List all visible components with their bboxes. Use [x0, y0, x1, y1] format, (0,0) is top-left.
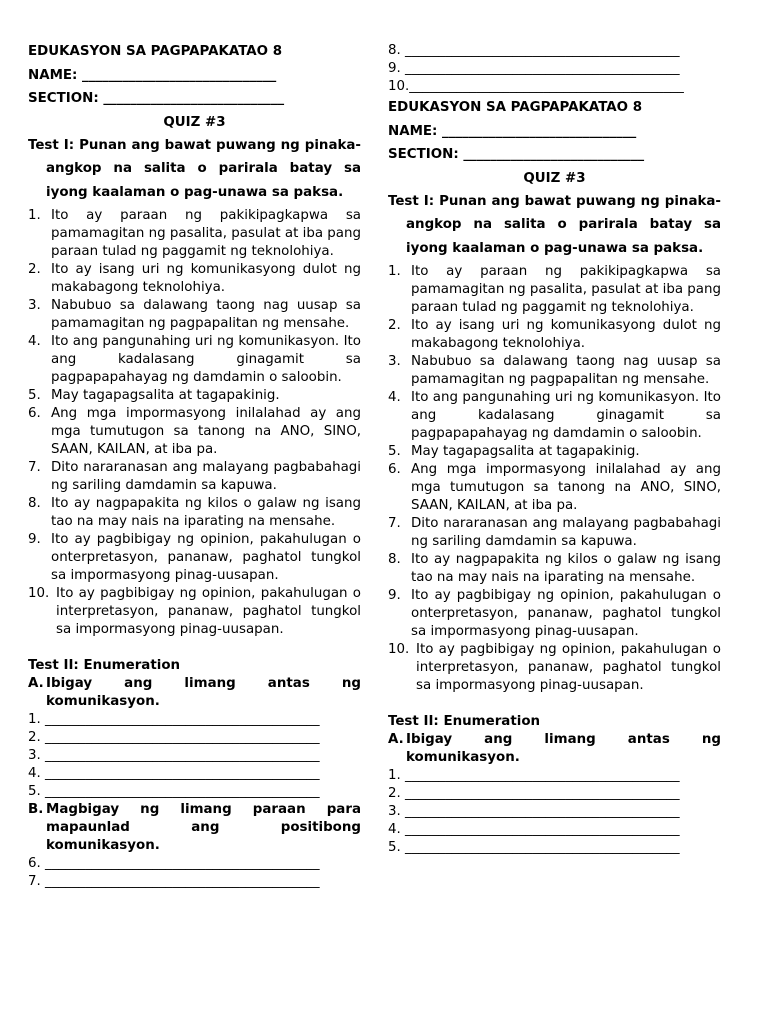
test1-item: 10. Ito ay pagbibigay ng opinion, pakahulugan o interpretasyon, pananaw, paghatol tungkol sa impormasyong pinag-uusapan. [388, 641, 721, 693]
answer-blank[interactable]: 3. _________________________________________ [28, 747, 320, 763]
test1-item: 5. May tagapagsalita at tagapakinig. [28, 387, 280, 403]
name-field-label: NAME: _____________________________ [388, 123, 637, 139]
test2-part-b: B. Magbigay ng limang paraan para mapaunlad ang positibong komunikasyon. [28, 801, 361, 853]
answer-blank[interactable]: 1. _________________________________________ [388, 767, 680, 783]
answer-blank[interactable]: 9. _________________________________________ [388, 61, 680, 76]
test1-item: 4. Ito ang pangunahing uri ng komunikasyon. Ito ang kadalasang ginagamit sa pagpapapahayag ng damdamin o saloobin. [388, 389, 721, 441]
test2-part-a: A. Ibigay ang limang antas ng komunikasyon. [388, 731, 721, 765]
left-quiz-copy [28, 0, 361, 891]
test1-item: 4. Ito ang pangunahing uri ng komunikasyon. Ito ang kadalasang ginagamit sa pagpapapahayag ng damdamin o saloobin. [28, 333, 361, 385]
answer-blank[interactable]: 7. _________________________________________ [28, 873, 320, 889]
test1-instruction: Test I: Punan ang bawat puwang ng pinaka-angkop na salita o parirala batay sa iyong kaalaman o pag-unawa sa paksa. [388, 194, 721, 256]
answer-blank[interactable]: 6. _________________________________________ [28, 855, 320, 871]
test1-item: 10. Ito ay pagbibigay ng opinion, pakahulugan o interpretasyon, pananaw, paghatol tungkol sa impormasyong pinag-uusapan. [28, 585, 361, 637]
answer-blank[interactable]: 2. _________________________________________ [28, 729, 320, 745]
test1-item: 9. Ito ay pagbibigay ng opinion, pakahulugan o onterpretasyon, pananaw, paghatol tungkol sa impormasyong pinag-uusapan. [388, 587, 721, 639]
quiz-title: QUIZ #3 [163, 114, 226, 130]
quiz-title: QUIZ #3 [523, 170, 586, 186]
section-field-label: SECTION: ___________________________ [28, 91, 285, 106]
subject-heading: EDUKASYON SA PAGPAPAKATAO 8 [28, 44, 283, 59]
answer-blank[interactable]: 5. _________________________________________ [388, 839, 680, 855]
answer-blank[interactable]: 10._________________________________________ [388, 79, 684, 94]
test1-item: 6. Ang mga impormasyong inilalahad ay ang mga tumutugon sa tanong na ANO, SINO, SAAN, KAILAN, at iba pa. [388, 461, 721, 513]
test1-item: 7. Dito nararanasan ang malayang pagbabahagi ng sariling damdamin sa kapuwa. [28, 459, 361, 493]
section-field-label: SECTION: ___________________________ [388, 147, 645, 162]
test1-item: 7. Dito nararanasan ang malayang pagbabahagi ng sariling damdamin sa kapuwa. [388, 515, 721, 549]
answer-blank[interactable]: 2. _________________________________________ [388, 785, 680, 801]
test1-item: 8. Ito ay nagpapakita ng kilos o galaw ng isang tao na may nais na iparating na mensahe. [28, 495, 361, 529]
test1-items [28, 207, 361, 639]
test1-item: 3. Nabubuo sa dalawang taong nag uusap sa pamamagitan ng pagpapalitan ng mensahe. [28, 297, 361, 331]
test2-part-a: A. Ibigay ang limang antas ng komunikasyon. [28, 675, 361, 709]
right-quiz-copy [388, 0, 721, 857]
answer-blank[interactable]: 1. _________________________________________ [28, 711, 320, 727]
test1-items [388, 263, 721, 695]
answer-blank[interactable]: 4. _________________________________________ [28, 765, 320, 781]
answer-blank[interactable]: 3. _________________________________________ [388, 803, 680, 819]
test1-item: 2. Ito ay isang uri ng komunikasyong dulot ng makabagong teknolohiya. [28, 261, 361, 295]
test1-item: 5. May tagapagsalita at tagapakinig. [388, 443, 640, 459]
test1-item: 2. Ito ay isang uri ng komunikasyong dulot ng makabagong teknolohiya. [388, 317, 721, 351]
test2-title: Test II: Enumeration [28, 657, 181, 673]
subject-heading: EDUKASYON SA PAGPAPAKATAO 8 [388, 100, 643, 115]
answer-blank[interactable]: 5. _________________________________________ [28, 783, 320, 799]
test1-instruction: Test I: Punan ang bawat puwang ng pinaka-angkop na salita o parirala batay sa iyong kaalaman o pag-unawa sa paksa. [28, 138, 361, 200]
test1-item: 3. Nabubuo sa dalawang taong nag uusap sa pamamagitan ng pagpapalitan ng mensahe. [388, 353, 721, 387]
answer-blank[interactable]: 4. _________________________________________ [388, 821, 680, 837]
name-field-label: NAME: _____________________________ [28, 67, 277, 83]
test1-item: 1. Ito ay paraan ng pakikipagkapwa sa pamamagitan ng pasalita, pasulat at iba pang paraan tulad ng paggamit ng teknolohiya. [388, 263, 721, 315]
test2-title: Test II: Enumeration [388, 713, 541, 729]
test1-item: 6. Ang mga impormasyong inilalahad ay ang mga tumutugon sa tanong na ANO, SINO, SAAN, KAILAN, at iba pa. [28, 405, 361, 457]
answer-blank[interactable]: 8. _________________________________________ [388, 43, 680, 58]
test1-item: 8. Ito ay nagpapakita ng kilos o galaw ng isang tao na may nais na iparating na mensahe. [388, 551, 721, 585]
test1-item: 1. Ito ay paraan ng pakikipagkapwa sa pamamagitan ng pasalita, pasulat at iba pang paraan tulad ng paggamit ng teknolohiya. [28, 207, 361, 259]
test1-item: 9. Ito ay pagbibigay ng opinion, pakahulugan o onterpretasyon, pananaw, paghatol tungkol sa impormasyong pinag-uusapan. [28, 531, 361, 583]
